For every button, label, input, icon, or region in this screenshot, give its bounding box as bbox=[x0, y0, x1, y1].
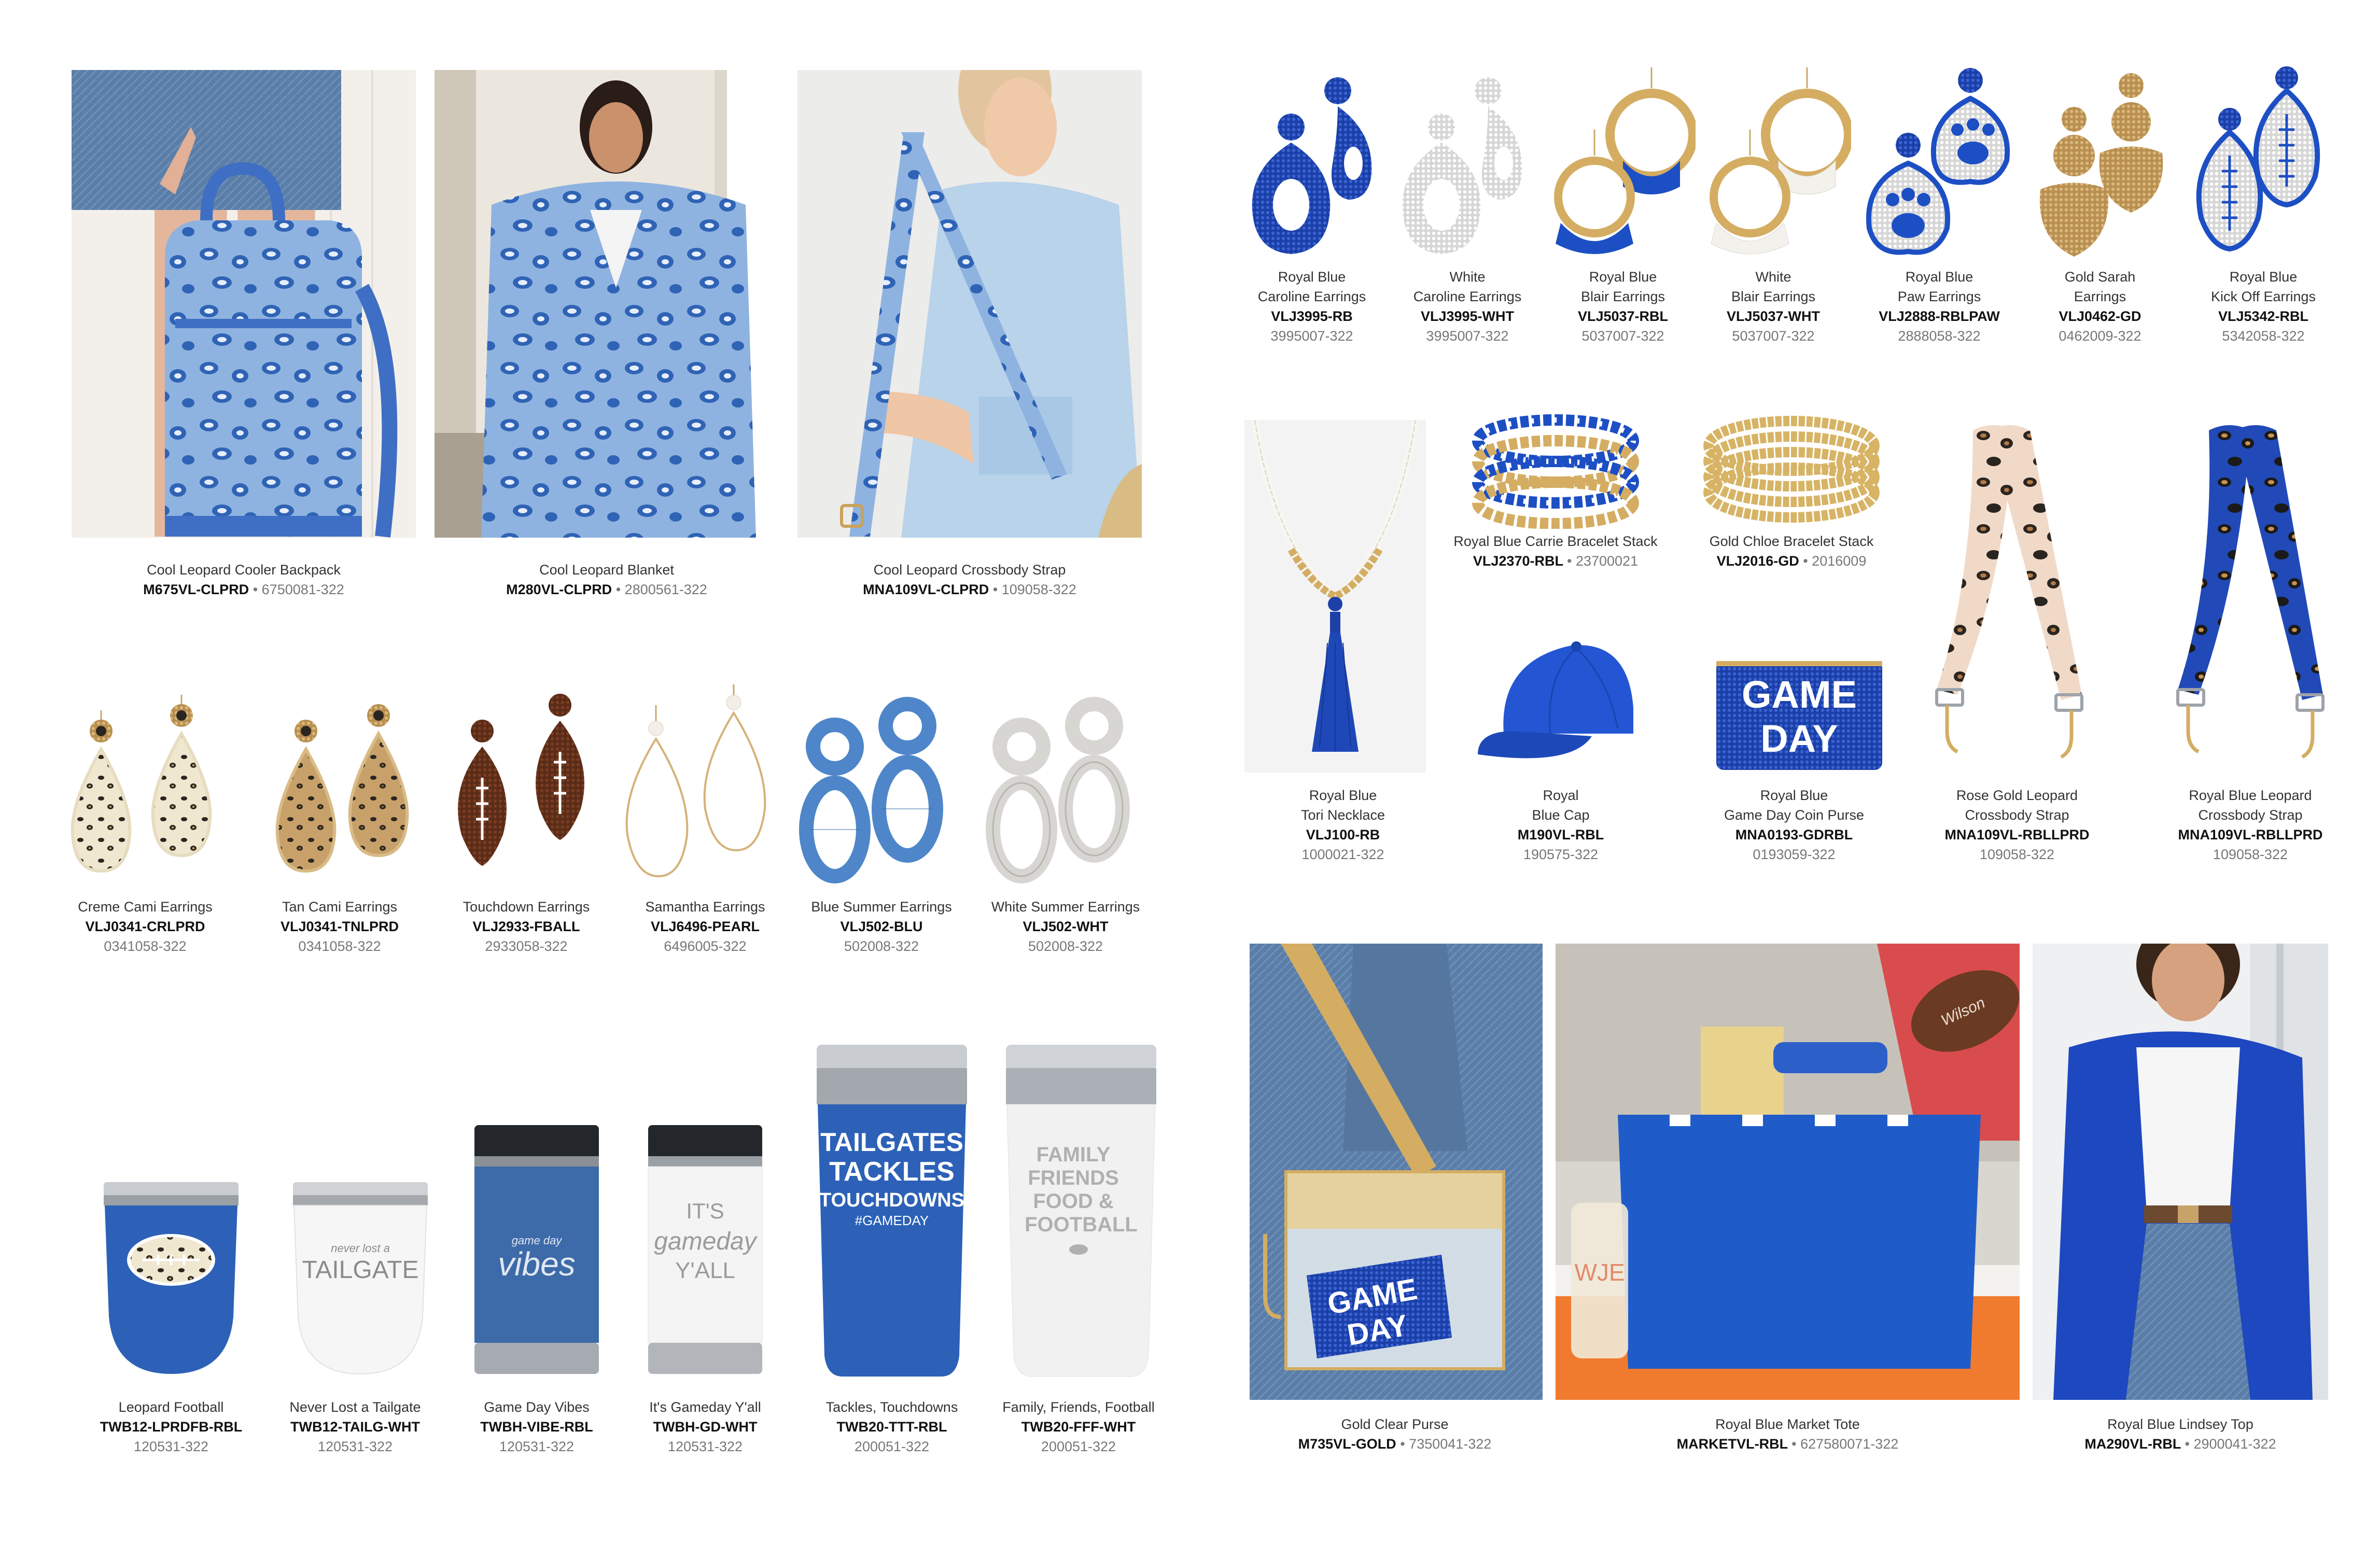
royal-blue-kick-off-earrings-image bbox=[2193, 62, 2323, 262]
tumbler-4-caption: It's Gameday Y'all TWBH-GD-WHT 120531-322 bbox=[649, 1399, 761, 1454]
blue-cap-caption: Royal Blue Cap M190VL-RBL 190575-322 bbox=[1517, 788, 1604, 862]
leopard-blanket-photo bbox=[435, 70, 779, 538]
tumbler-2-caption: Never Lost a Tailgate TWB12-TAILG-WHT 120531-322 bbox=[289, 1399, 421, 1454]
royal-blue-blair-earrings-image bbox=[1550, 67, 1696, 262]
tumbler-3-caption: Game Day Vibes TWBH-VIBE-RBL 120531-322 bbox=[480, 1399, 593, 1454]
tumbler-print-line3: TOUCHDOWNS bbox=[819, 1189, 965, 1211]
game-day-vibes-tumbler-image bbox=[469, 1125, 604, 1379]
product-sku: M675VL-CLPRD bbox=[143, 582, 249, 597]
market-tote-caption: Royal Blue Market Tote MARKETVL-RBL • 627580071-322 bbox=[1676, 1416, 1899, 1452]
blue-summer-earrings-image bbox=[793, 695, 959, 887]
white-summer-earrings-image bbox=[980, 695, 1146, 887]
leopard-football-tumbler-image bbox=[93, 1182, 249, 1379]
gold-clear-purse-caption: Gold Clear Purse M735VL-GOLD • 7350041-322 bbox=[1298, 1416, 1492, 1452]
royal-blue-kick-off-caption: Royal Blue Kick Off Earrings VLJ5342-RBL 5342058-322 bbox=[2210, 269, 2316, 344]
product-name: Cool Leopard Blanket bbox=[539, 562, 674, 578]
tumbler-print-line4: FOOTBALL bbox=[1025, 1213, 1138, 1236]
coin-purse-caption: Royal Blue Game Day Coin Purse MNA0193-GDRBL 0193059-322 bbox=[1724, 788, 1865, 862]
product-name: Cool Leopard Crossbody Strap bbox=[873, 562, 1066, 578]
product-code: 2800561-322 bbox=[624, 582, 707, 597]
tumbler-print-line2: gameday bbox=[654, 1228, 757, 1255]
tumbler-print-line3: Y'ALL bbox=[675, 1258, 736, 1283]
tumbler-print-line3: FOOD & bbox=[1033, 1190, 1114, 1213]
tumbler-print-line2: TACKLES bbox=[829, 1157, 955, 1187]
rose-gold-leopard-strap-image bbox=[1926, 425, 2092, 762]
chloe-bracelet-stack-image bbox=[1696, 410, 1887, 529]
never-lost-tailgate-tumbler-image bbox=[283, 1182, 438, 1379]
market-tote-photo bbox=[1556, 944, 2020, 1400]
lindsey-top-caption: Royal Blue Lindsey Top MA290VL-RBL • 2900041-322 bbox=[2084, 1416, 2276, 1452]
royal-blue-blair-caption: Royal Blue Blair Earrings VLJ5037-RBL 5037007-322 bbox=[1577, 269, 1669, 344]
royal-blue-leopard-strap-image bbox=[2167, 425, 2333, 762]
tumbler-print-line1: FAMILY bbox=[1036, 1143, 1111, 1166]
tumbler-6-caption: Family, Friends, Football TWB20-FFF-WHT 200051-322 bbox=[1002, 1399, 1155, 1454]
creme-cami-earrings-image bbox=[54, 690, 236, 887]
blue-summer-caption: Blue Summer Earrings VLJ502-BLU 502008-322 bbox=[811, 899, 952, 954]
coin-purse-print-line1: GAME bbox=[1742, 673, 1857, 716]
tori-necklace-caption: Royal Blue Tori Necklace VLJ100-RB 1000021-322 bbox=[1300, 788, 1385, 862]
gold-clear-purse-photo bbox=[1250, 944, 1543, 1400]
tumbler-print-line2: FRIENDS bbox=[1028, 1167, 1119, 1189]
game-day-coin-purse-image bbox=[1711, 656, 1887, 775]
samantha-caption: Samantha Earrings VLJ6496-PEARL 6496005-322 bbox=[645, 899, 765, 954]
tumbler-print-line1: IT'S bbox=[686, 1199, 724, 1223]
carrie-bracelet-stack-image bbox=[1462, 410, 1649, 529]
blue-cap-image bbox=[1467, 630, 1639, 775]
tan-cami-earrings-image bbox=[264, 690, 430, 887]
royal-blue-caroline-earrings-image bbox=[1244, 70, 1379, 262]
creme-cami-caption: Creme Cami Earrings VLJ0341-CRLPRD 0341058-322 bbox=[78, 899, 213, 954]
tumbler-print-line1: game day bbox=[511, 1234, 562, 1247]
tan-cami-caption: Tan Cami Earrings VLJ0341-TNLPRD 0341058-322 bbox=[280, 899, 399, 954]
tumbler-1-caption: Leopard Football TWB12-LPRDFB-RBL 120531-322 bbox=[100, 1399, 243, 1454]
touchdown-earrings-image bbox=[441, 684, 607, 887]
crossbody-strap-photo bbox=[797, 70, 1142, 538]
carrie-bracelet-caption: Royal Blue Carrie Bracelet Stack VLJ2370-RBL • 23700021 bbox=[1453, 534, 1658, 569]
purse-print-line1: GAME bbox=[1325, 1272, 1420, 1321]
lindsey-top-photo bbox=[2033, 944, 2328, 1400]
royal-blue-paw-earrings-image bbox=[1861, 62, 2012, 262]
white-blair-caption: White Blair Earrings VLJ5037-WHT 5037007-322 bbox=[1726, 269, 1821, 344]
touchdown-caption: Touchdown Earrings VLJ2933-FBALL 2933058-322 bbox=[463, 899, 590, 954]
purse-print-line2: DAY bbox=[1345, 1308, 1410, 1352]
coin-purse-print-line2: DAY bbox=[1760, 717, 1838, 760]
tackles-touchdowns-tumbler-image bbox=[811, 1045, 972, 1379]
product-sku: MNA109VL-CLPRD bbox=[863, 582, 989, 597]
product-code: 109058-322 bbox=[1001, 582, 1076, 597]
gold-sarah-earrings-image bbox=[2038, 62, 2173, 262]
tori-necklace-photo bbox=[1244, 420, 1426, 773]
family-friends-football-tumbler-image bbox=[1001, 1045, 1161, 1379]
rose-gold-strap-caption: Rose Gold Leopard Crossbody Strap MNA109VL-RBLLPRD 109058-322 bbox=[1944, 788, 2090, 862]
crossbody-strap-caption: Cool Leopard Crossbody Strap MNA109VL-CLPRD • 109058-322 bbox=[797, 560, 1142, 599]
white-summer-caption: White Summer Earrings VLJ502-WHT 502008-322 bbox=[991, 899, 1140, 954]
product-sku: M280VL-CLPRD bbox=[506, 582, 612, 597]
tumbler-print-line1: TAILGATES bbox=[820, 1128, 963, 1157]
tote-monogram: WJE bbox=[1574, 1259, 1625, 1286]
gameday-yall-tumbler-image bbox=[640, 1125, 770, 1379]
tumbler-print-line2: vibes bbox=[498, 1245, 576, 1283]
samantha-earrings-image bbox=[617, 679, 783, 887]
royal-blue-strap-caption: Royal Blue Leopard Crossbody Strap MNA109VL-RBLLPRD 109058-322 bbox=[2178, 788, 2323, 862]
white-blair-earrings-image bbox=[1706, 67, 1851, 262]
cooler-backpack-photo bbox=[72, 70, 416, 538]
blanket-caption: Cool Leopard Blanket M280VL-CLPRD • 2800561-322 bbox=[435, 560, 779, 599]
tumbler-print-line4: #GAMEDAY bbox=[855, 1213, 929, 1228]
gold-sarah-caption: Gold Sarah Earrings VLJ0462-GD 0462009-322 bbox=[2059, 269, 2141, 344]
football-print: Wilson bbox=[1938, 994, 1988, 1030]
product-name: Cool Leopard Cooler Backpack bbox=[147, 562, 341, 578]
white-caroline-earrings-image bbox=[1395, 70, 1530, 262]
tumbler-print-line2: TAILGATE bbox=[302, 1256, 419, 1284]
royal-blue-caroline-caption: Royal Blue Caroline Earrings VLJ3995-RB 3995007-322 bbox=[1257, 269, 1366, 344]
cooler-backpack-caption: Cool Leopard Cooler Backpack M675VL-CLPRD • 6750081-322 bbox=[72, 560, 416, 599]
chloe-bracelet-caption: Gold Chloe Bracelet Stack VLJ2016-GD • 2016009 bbox=[1709, 534, 1874, 569]
tumbler-5-caption: Tackles, Touchdowns TWB20-TTT-RBL 200051-322 bbox=[825, 1399, 958, 1454]
royal-blue-paw-caption: Royal Blue Paw Earrings VLJ2888-RBLPAW 2888058-322 bbox=[1879, 269, 2000, 344]
white-caroline-caption: White Caroline Earrings VLJ3995-WHT 3995007-322 bbox=[1413, 269, 1522, 344]
tumbler-print-line1: never lost a bbox=[331, 1242, 390, 1255]
product-code: 6750081-322 bbox=[261, 582, 344, 597]
